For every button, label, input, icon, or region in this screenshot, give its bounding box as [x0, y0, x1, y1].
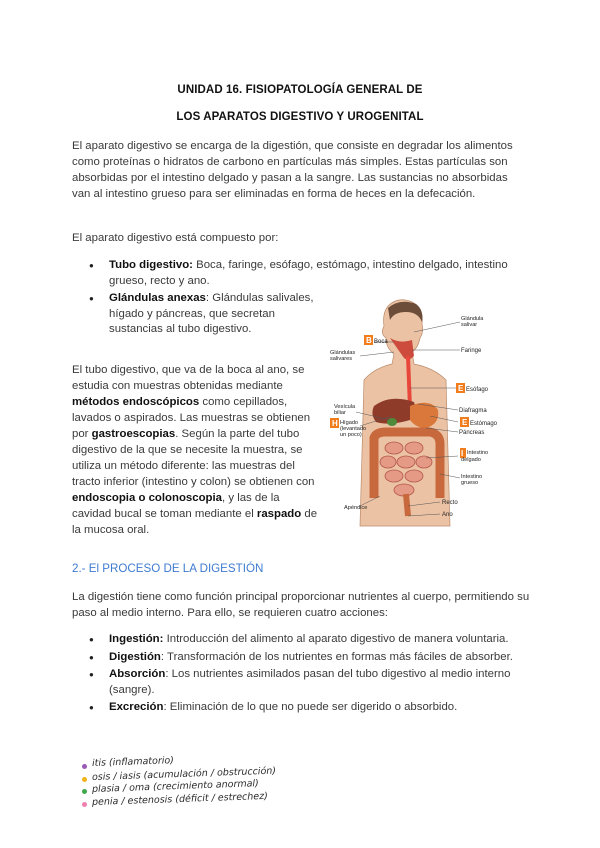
label-mouth: Boca	[374, 339, 388, 345]
text-run: , y las de la cavidad bucal se toman mediante el	[72, 492, 280, 520]
unit-title-line-1: UNIDAD 16. FISIOPATOLOGÍA GENERAL DE	[177, 84, 423, 96]
component-term: Tubo digestivo:	[109, 259, 193, 271]
action-term: Ingestión:	[109, 633, 164, 645]
label-salivary-glands: Glándulas salivares	[330, 350, 356, 362]
component-text: : Glándulas salivales, hígado y páncreas, que secretan sustancias al tubo digestivo.	[109, 292, 314, 335]
composition-intro: El aparato digestivo está compuesto por:	[72, 232, 279, 244]
label-anus: Ano	[442, 512, 453, 518]
text-run: El tubo digestivo, que va de la boca al ano, se estudia con muestras obtenidas mediante	[72, 364, 305, 392]
component-text: Boca, faringe, esófago, estómago, intestino delgado, intestino grueso, recto y ano.	[109, 259, 508, 287]
component-item	[109, 291, 319, 338]
badge-letter: E	[458, 384, 464, 393]
label-pharynx: Faringe	[461, 348, 482, 354]
label-esophagus: Esófago	[466, 387, 489, 393]
badge-letter: E	[462, 418, 468, 427]
component-term: Glándulas anexas	[109, 292, 206, 304]
label-stomach: Estómago	[470, 421, 498, 427]
action-text: : Los nutrientes asimilados pasan del tubo digestivo al medio interno (sangre).	[109, 668, 511, 696]
label-pancreas: Páncreas	[459, 430, 485, 436]
label-salivary-gland: Glándula salivar	[461, 316, 484, 328]
digestive-system-figure	[330, 298, 530, 528]
action-term: Digestión	[109, 650, 161, 663]
actions-list	[109, 632, 529, 718]
section-heading: 2.- El PROCESO DE LA DIGESTIÓN	[72, 562, 264, 575]
esophagus-tube	[408, 356, 410, 408]
handwritten-note: plasia / oma (crecimiento anormal)	[91, 778, 259, 795]
intro-paragraph: El aparato digestivo se encarga de la digestión, que consiste en degradar los alimentos como proteínas o hidratos de carbono en partículas más simples. Estas partículas son absorbidas por el intestino delgado y pasan a la sangre. Las sustancias no absorbidas van al intestino grueso para ser eliminadas en forma de heces en la defecación.	[72, 140, 513, 200]
action-item	[109, 700, 529, 716]
action-term: Excreción	[109, 701, 164, 713]
unit-title-line-2: LOS APARATOS DIGESTIVO Y UROGENITAL	[176, 111, 424, 123]
label-gallbladder: Vesícula biliar	[334, 404, 356, 416]
action-text: : Transformación de los nutrientes en formas más fáciles de absorber.	[160, 650, 513, 663]
gallbladder-shape	[387, 418, 397, 426]
badge-letter: I	[461, 449, 464, 458]
action-text: : Eliminación de lo que no puede ser digerido o absorbido.	[163, 701, 458, 713]
action-item	[109, 632, 529, 648]
component-item	[109, 258, 529, 289]
handwritten-note: itis (inflamatorio)	[91, 755, 175, 769]
rectum-shape	[406, 494, 408, 516]
note-bullet-dot	[82, 777, 87, 782]
badge-letter: H	[332, 419, 338, 428]
note-bullet-dot	[82, 764, 87, 769]
label-small-intestine: Intestino delgado	[461, 450, 489, 463]
action-text: Introducción del alimento al aparato digestivo de manera voluntaria.	[163, 633, 509, 645]
label-appendix: Apéndice	[344, 505, 368, 511]
process-intro-paragraph: La digestión tiene como función principal proporcionar nutrientes al cuerpo, permitiendo su paso al medio interno. Para ello, se requieren cuatro acciones:	[72, 591, 530, 619]
bold-run: gastroescopias	[91, 428, 176, 440]
bold-run: raspado	[256, 508, 302, 520]
action-item	[109, 650, 529, 666]
handwritten-note: osis / iasis (acumulación / obstrucción)	[91, 765, 277, 783]
digestive-tube-paragraph	[72, 362, 320, 538]
label-diaphragm: Diafragma	[459, 408, 487, 414]
action-term: Absorción	[109, 668, 166, 680]
note-bullet-dot	[82, 802, 87, 807]
action-item	[109, 667, 529, 698]
bold-run: endoscopia o colonoscopia	[72, 492, 222, 504]
label-rectum: Recto	[442, 500, 458, 506]
note-bullet-dot	[82, 789, 87, 794]
badge-letter: B	[366, 336, 372, 345]
text-run: . Según la parte del tubo digestivo de la que se necesite la muestra, se utiliza un método diferente: las muestras del tracto inferior (intestino y colon) se obtienen con	[72, 428, 315, 488]
bold-run: métodos endoscópicos	[72, 396, 200, 408]
handwritten-note: penia / estenosis (déficit / estrechez)	[91, 790, 269, 808]
text-run: de la mucosa oral.	[72, 508, 318, 536]
label-large-intestine: Intestino grueso	[461, 474, 483, 486]
label-liver: Hígado (levantado un poco)	[340, 420, 367, 438]
text-run: como cepillados, lavados o aspirados. Las muestras se obtienen por	[72, 396, 311, 440]
